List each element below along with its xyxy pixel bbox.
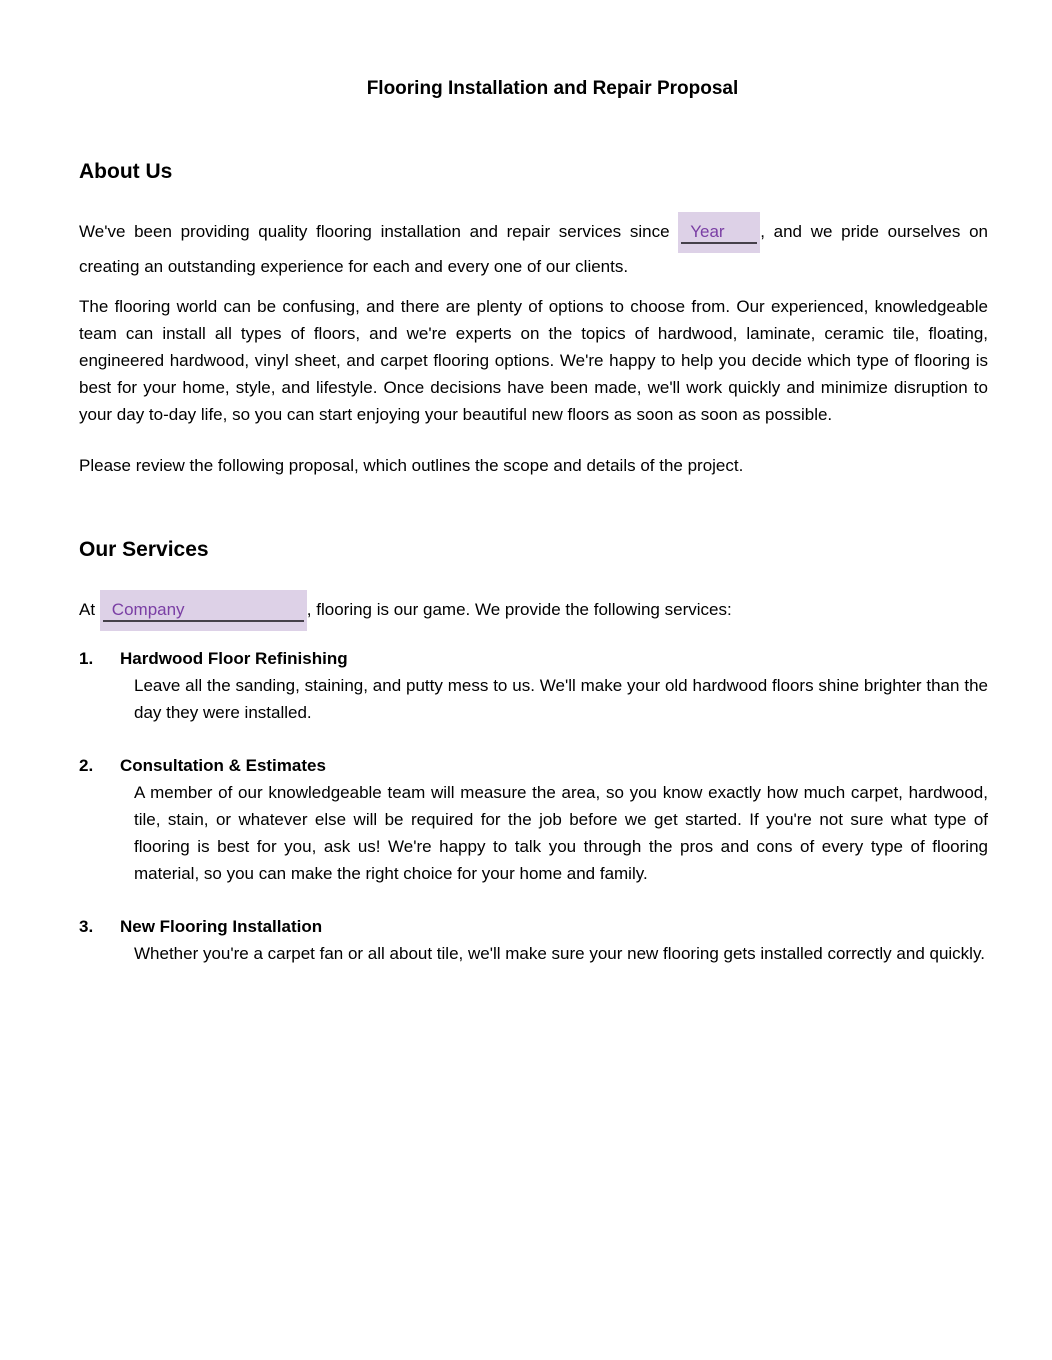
service-item-number: 3. — [79, 917, 94, 936]
year-placeholder-label: Year — [690, 222, 725, 241]
company-placeholder-label: Company — [111, 600, 185, 619]
service-item-consultation-estimates — [79, 752, 988, 887]
service-item-title: Hardwood Floor Refinishing — [120, 649, 348, 668]
year-placeholder-underline — [681, 222, 757, 244]
about-paragraph-intro-before: We've been providing quality flooring installation and repair services since — [79, 222, 670, 241]
services-heading: Our Services — [79, 538, 209, 561]
service-item-title: Consultation & Estimates — [120, 756, 326, 775]
about-paragraph-details: The flooring world can be confusing, and there are plenty of options to choose from. Our experienced, knowledgeable team can install all types of floors, and we're experts on the topics of hardwood, laminate, ceramic tile, floating, engineered hardwood, vinyl sheet, and carpet flooring options. We're happy to help you decide which type of flooring is best for your home, style, and lifestyle. Once decisions have been made, we'll work quickly and minimize disruption to your day to-day life, so you can start enjoying your beautiful new floors as soon as soon as possible. — [79, 297, 988, 424]
services-intro-line — [79, 590, 988, 631]
about-section — [79, 158, 988, 479]
document-title: Flooring Installation and Repair Proposal — [366, 78, 739, 99]
year-placeholder-field[interactable] — [678, 212, 760, 253]
about-paragraph-intro-after: , and we pride ourselves on creating an outstanding experience for each and every one of our clients. — [79, 222, 988, 276]
about-paragraph-review: Please review the following proposal, which outlines the scope and details of the project. — [79, 456, 744, 475]
service-item-description: A member of our knowledgeable team will measure the area, so you know exactly how much carpet, hardwood, tile, stain, or whatever else will be required for the job before we get started. If you're not sure what type of flooring is best for you, ask us! We're happy to talk you through the pros and cons of every type of flooring material, so you can make the right choice for your home and family. — [134, 783, 988, 883]
services-list — [79, 645, 988, 967]
service-item-title: New Flooring Installation — [120, 917, 323, 936]
service-item-number: 1. — [79, 649, 94, 668]
service-item-hardwood-refinishing — [79, 645, 988, 726]
service-item-description: Leave all the sanding, staining, and putty mess to us. We'll make your old hardwood floors shine brighter than the day they were installed. — [134, 676, 988, 722]
about-heading: About Us — [79, 160, 173, 183]
service-item-number: 2. — [79, 756, 94, 775]
company-placeholder-underline — [103, 600, 304, 622]
company-placeholder-field[interactable] — [100, 590, 307, 631]
service-item-new-flooring-installation — [79, 913, 988, 967]
services-intro-after: , flooring is our game. We provide the following services: — [306, 600, 732, 619]
services-intro-before: At — [79, 600, 96, 619]
services-section — [79, 536, 988, 967]
about-paragraph-intro — [79, 212, 988, 280]
service-item-description: Whether you're a carpet fan or all about tile, we'll make sure your new flooring gets installed correctly and quickly. — [134, 944, 985, 963]
